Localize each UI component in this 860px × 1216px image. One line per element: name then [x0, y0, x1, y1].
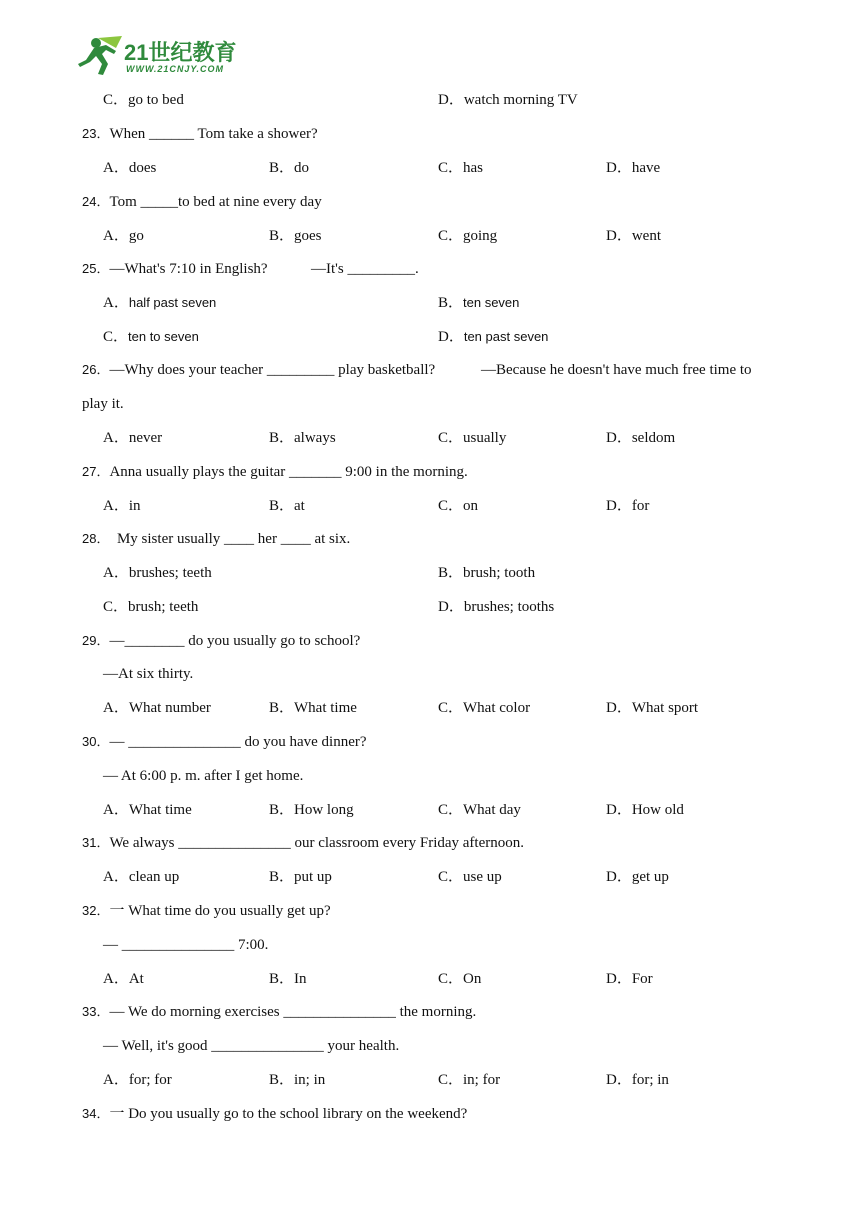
option-c[interactable]: C．What color	[438, 700, 531, 716]
option-d[interactable]: D．What sport	[606, 700, 699, 716]
option-a[interactable]: A．for; for	[103, 1072, 172, 1088]
option-a[interactable]: A．in	[103, 498, 141, 514]
option-a[interactable]: A．brushes; teeth	[103, 565, 212, 581]
option-b[interactable]: B．brush; tooth	[438, 565, 536, 581]
option-d[interactable]: D．seldom	[606, 430, 676, 446]
option-d[interactable]: D．have	[606, 160, 661, 176]
option-d[interactable]: D．How old	[606, 802, 684, 818]
option-c[interactable]: C．use up	[438, 869, 502, 885]
option-c[interactable]: C．has	[438, 160, 484, 176]
question-30-reply: — At 6:00 p. m. after I get home.	[103, 768, 304, 784]
option-a[interactable]: A．never	[103, 430, 163, 446]
question-30: 30．— _______________ do you have dinner?	[82, 734, 367, 750]
question-26-continued: play it.	[82, 396, 124, 412]
logo-text: 21世纪教育	[124, 40, 237, 65]
option-d[interactable]: D．watch morning TV	[438, 92, 578, 108]
question-24: 24．Tom _____to bed at nine every day	[82, 194, 322, 210]
option-c[interactable]: C．on	[438, 498, 479, 514]
option-c[interactable]: C．in; for	[438, 1072, 501, 1088]
question-25-answer-prompt: —It's _________.	[311, 261, 419, 277]
question-31: 31．We always _______________ our classroom every Friday afternoon.	[82, 835, 524, 851]
option-c[interactable]: C．going	[438, 228, 498, 244]
option-a[interactable]: A．clean up	[103, 869, 180, 885]
question-33: 33．— We do morning exercises _______________ the morning.	[82, 1004, 477, 1020]
option-b[interactable]: B．How long	[269, 802, 354, 818]
option-d[interactable]: D．for	[606, 498, 650, 514]
option-d[interactable]: D．brushes; tooths	[438, 599, 555, 615]
option-a[interactable]: A．half past seven	[103, 295, 217, 311]
runner-logo-icon	[76, 34, 126, 78]
option-d[interactable]: D．For	[606, 971, 653, 987]
question-25: 25．—What's 7:10 in English?	[82, 261, 268, 277]
option-a[interactable]: A．does	[103, 160, 157, 176]
question-29-reply: —At six thirty.	[103, 666, 194, 682]
option-b[interactable]: B．in; in	[269, 1072, 326, 1088]
option-c[interactable]: C．What day	[438, 802, 521, 818]
option-b[interactable]: B．ten seven	[438, 295, 520, 311]
question-26: 26．—Why does your teacher _________ play basketball?	[82, 362, 436, 378]
option-b[interactable]: B．In	[269, 971, 307, 987]
question-23: 23．When ______ Tom take a shower?	[82, 126, 318, 142]
option-b[interactable]: B．always	[269, 430, 336, 446]
question-32: 32．一 What time do you usually get up?	[82, 903, 331, 919]
option-d[interactable]: D．ten past seven	[438, 329, 549, 345]
question-29: 29．—________ do you usually go to school?	[82, 633, 361, 649]
option-c[interactable]: C．brush; teeth	[103, 599, 199, 615]
option-c[interactable]: C．go to bed	[103, 92, 184, 108]
option-b[interactable]: B．goes	[269, 228, 322, 244]
question-33-reply: — Well, it's good _______________ your health.	[103, 1038, 400, 1054]
question-32-reply: — _______________ 7:00.	[103, 937, 269, 953]
question-26-reply: —Because he doesn't have much free time to	[481, 362, 752, 378]
question-28: 28． My sister usually ____ her ____ at six.	[82, 531, 351, 547]
question-27: 27．Anna usually plays the guitar _______ 9:00 in the morning.	[82, 464, 468, 480]
option-c[interactable]: C．ten to seven	[103, 329, 199, 345]
option-d[interactable]: D．went	[606, 228, 662, 244]
logo-url: WWW.21CNJY.COM	[126, 64, 225, 74]
option-b[interactable]: B．What time	[269, 700, 357, 716]
option-b[interactable]: B．put up	[269, 869, 332, 885]
site-logo	[76, 34, 246, 78]
option-c[interactable]: C．usually	[438, 430, 507, 446]
option-c[interactable]: C．On	[438, 971, 482, 987]
option-d[interactable]: D．get up	[606, 869, 669, 885]
option-d[interactable]: D．for; in	[606, 1072, 669, 1088]
option-b[interactable]: B．at	[269, 498, 305, 514]
option-a[interactable]: A．At	[103, 971, 144, 987]
option-a[interactable]: A．What number	[103, 700, 211, 716]
option-a[interactable]: A．go	[103, 228, 144, 244]
option-b[interactable]: B．do	[269, 160, 310, 176]
question-34: 34．一 Do you usually go to the school library on the weekend?	[82, 1106, 468, 1122]
option-a[interactable]: A．What time	[103, 802, 192, 818]
